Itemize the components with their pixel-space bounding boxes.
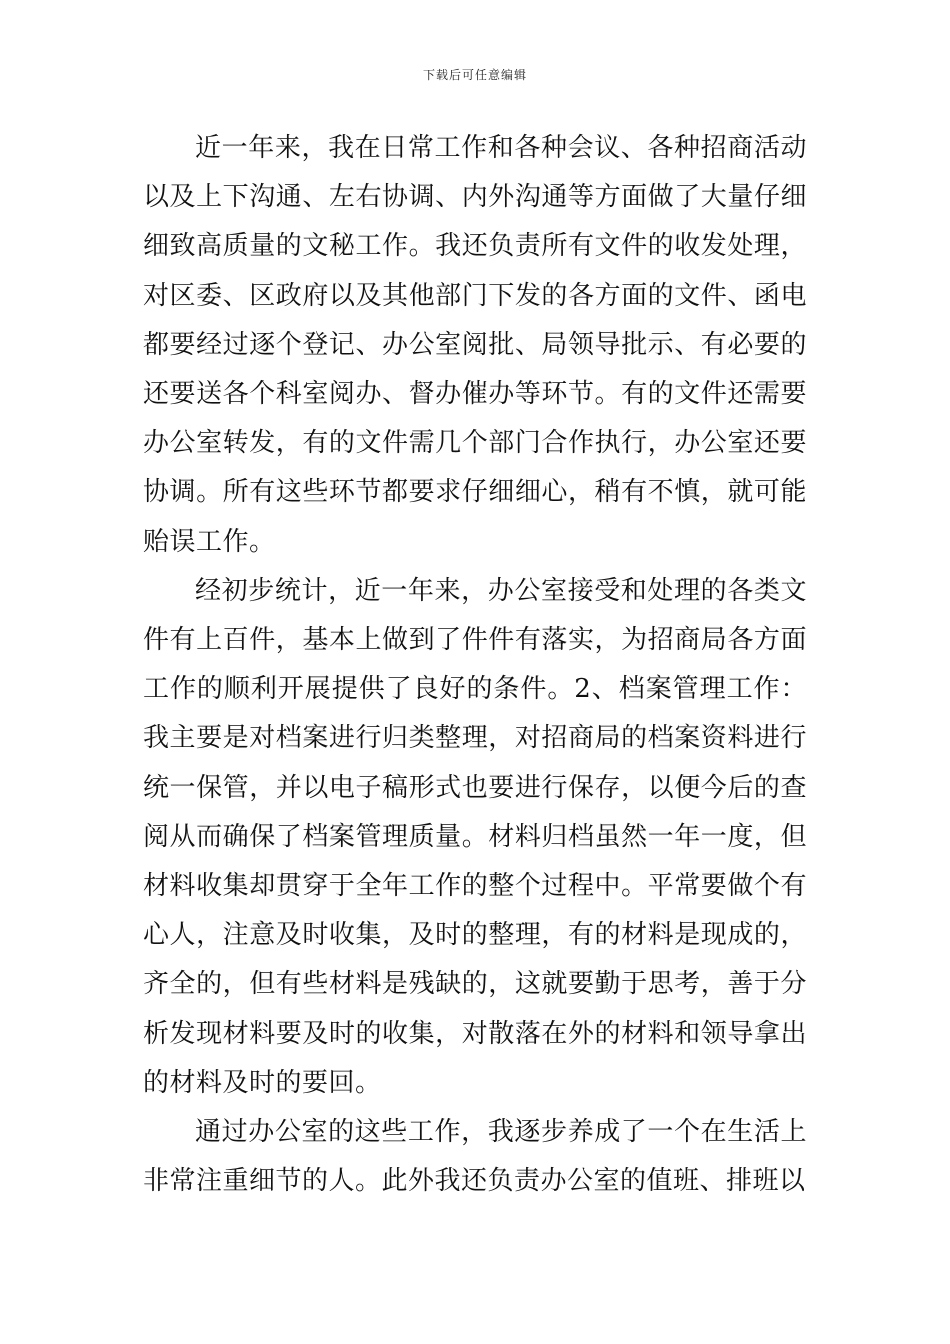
body-paragraph-2: 经初步统计，近一年来，办公室接受和处理的各类文件有上百件，基本上做到了件件有落实，为招商局各方面工作的顺利开展提供了良好的条件。2、档案管理工作：我主要是对档案进行归类整理，对招商局的档案资料进行统一保管，并以电子稿形式也要进行保存，以便今后的查阅从而确保了档案管理质量。材料归档虽然一年一度，但材料收集却贯穿于全年工作的整个过程中。平常要做个有心人，注意及时收集，及时的整理，有的材料是现成的，齐全的，但有些材料是残缺的，这就要勤于思考，善于分析发现材料要及时的收集，对散落在外的材料和领导拿出的材料及时的要回。 [143, 575, 807, 1098]
page-header-note: 下载后可任意编辑 [422, 68, 527, 82]
document-body [143, 124, 807, 1206]
body-paragraph-1: 近一年来，我在日常工作和各种会议、各种招商活动以及上下沟通、左右协调、内外沟通等方面做了大量仔细细致高质量的文秘工作。我还负责所有文件的收发处理，对区委、区政府以及其他部门下发的各方面的文件、函电都要经过逐个登记、办公室阅批、局领导批示、有必要的还要送各个科室阅办、督办催办等环节。有的文件还需要办公室转发，有的文件需几个部门合作执行，办公室还要协调。所有这些环节都要求仔细细心，稍有不慎，就可能贻误工作。 [143, 133, 807, 557]
body-paragraph-3: 通过办公室的这些工作，我逐步养成了一个在生活上非常注重细节的人。此外我还负责办公室的值班、排班以 [143, 1117, 807, 1197]
